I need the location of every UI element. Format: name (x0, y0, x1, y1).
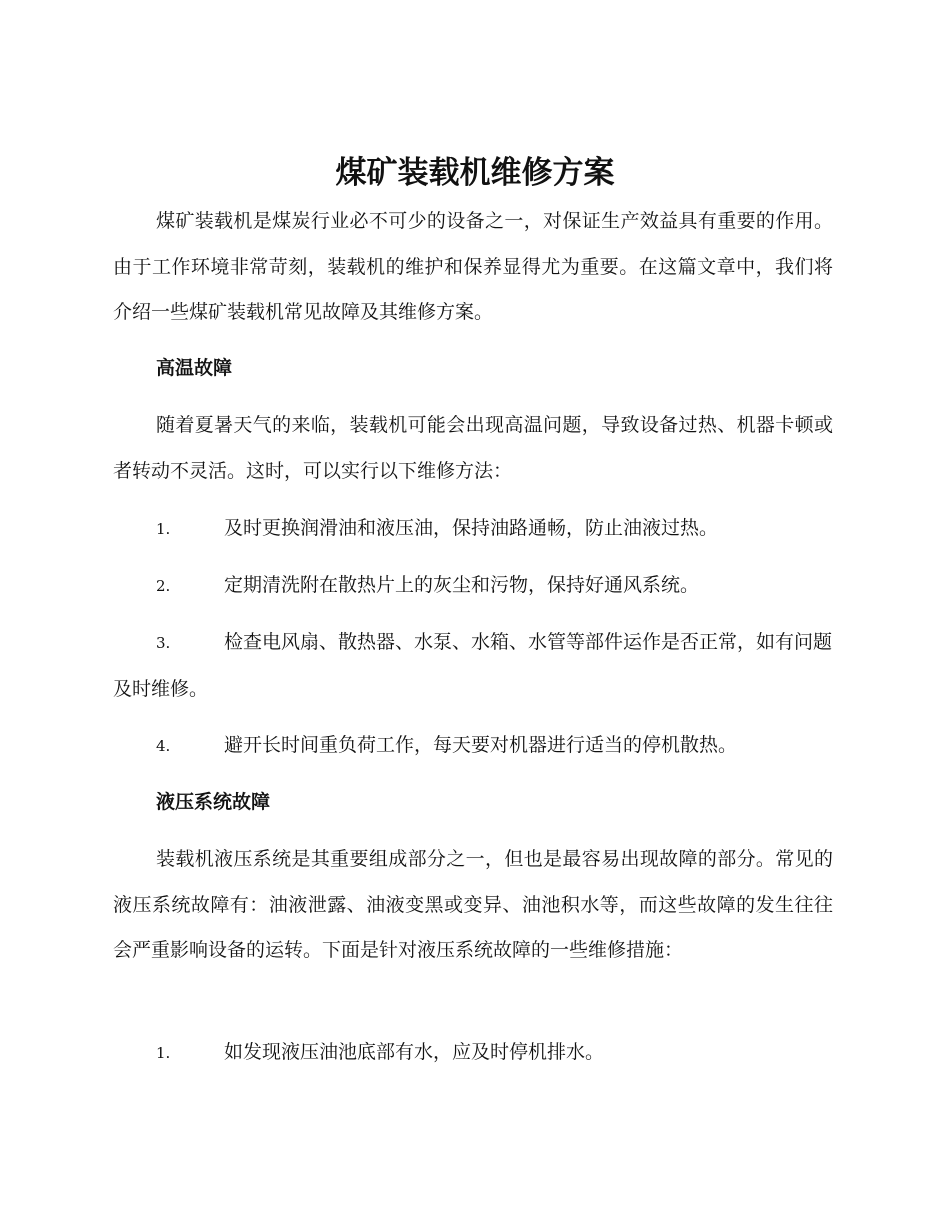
list-item (113, 723, 833, 770)
list-item (113, 620, 833, 712)
intro-paragraph: 煤矿装载机是煤炭行业必不可少的设备之一，对保证生产效益具有重要的作用。由于工作环境非常苛刻，装载机的维护和保养显得尤为重要。在这篇文章中，我们将介绍一些煤矿装载机常见故障及其维修方案。 (113, 210, 833, 323)
section-body-hydraulic: 装载机液压系统是其重要组成部分之一，但也是最容易出现故障的部分。常见的液压系统故障有：油液泄露、油液变黑或变异、油池积水等，而这些故障的发生往往会严重影响设备的运转。下面是针对液压系统故障的一些维修措施： (113, 848, 833, 961)
document-title: 煤矿装载机维修方案 (335, 155, 615, 191)
list-item (113, 506, 833, 553)
list-number: 1. (156, 1044, 171, 1062)
list-number: 2. (156, 577, 171, 595)
section-heading-hydraulic: 液压系统故障 (156, 791, 271, 813)
section-body-high-temp: 随着夏暑天气的来临，装载机可能会出现高温问题，导致设备过热、机器卡顿或者转动不灵活。这时，可以实行以下维修方法： (113, 414, 833, 482)
list-item (113, 1030, 833, 1077)
list-item-text: 避开长时间重负荷工作，每天要对机器进行适当的停机散热。 (224, 734, 738, 756)
section-heading-high-temp: 高温故障 (156, 357, 233, 379)
list-item-text: 检查电风扇、散热器、水泵、水箱、水管等部件运作是否正常，如有问题及时维修。 (113, 631, 833, 700)
list-number: 3. (156, 634, 171, 652)
list-item-text: 定期清洗附在散热片上的灰尘和污物，保持好通风系统。 (224, 574, 700, 596)
list-number: 1. (156, 520, 171, 538)
list-number: 4. (156, 737, 171, 755)
list-item (113, 563, 833, 610)
list-item-text: 及时更换润滑油和液压油，保持油路通畅，防止油液过热。 (224, 517, 719, 539)
list-item-text: 如发现液压油池底部有水，应及时停机排水。 (224, 1041, 605, 1063)
